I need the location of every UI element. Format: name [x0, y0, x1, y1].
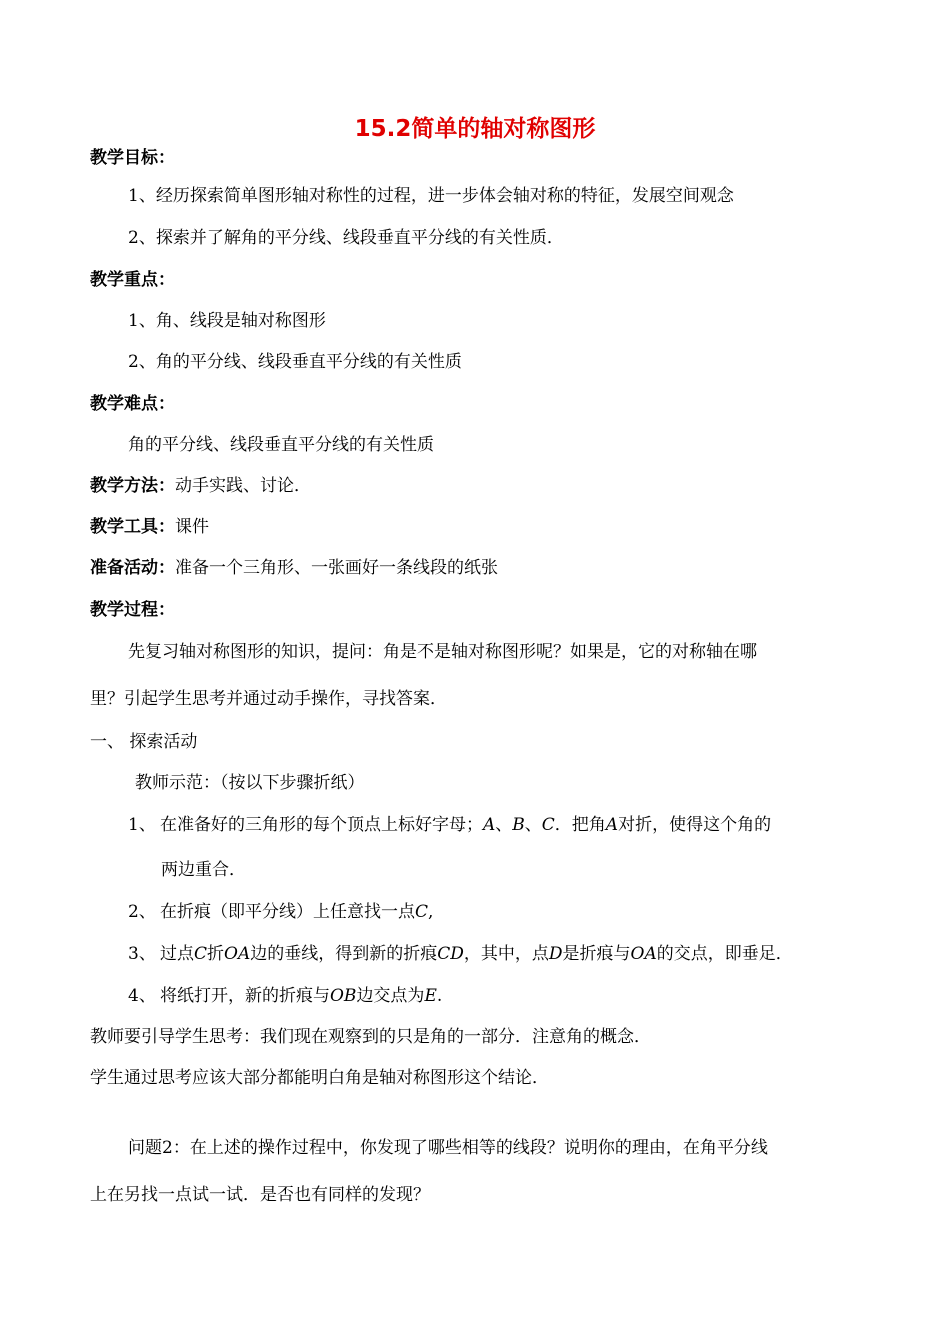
section-heading: 一、 探索活动	[90, 732, 198, 752]
step-text: ．把角	[554, 815, 606, 835]
step-text: 将纸打开，新的折痕与	[160, 986, 330, 1006]
step-text: 过点	[160, 944, 194, 964]
step-1-continuation: 两边重合．	[161, 860, 246, 880]
var-b: B	[512, 815, 525, 835]
step-text: ，其中，点	[463, 944, 549, 964]
step-text: 折	[207, 944, 225, 964]
step-number: 3、	[128, 944, 156, 964]
preparation-heading: 准备活动：	[90, 558, 175, 578]
teacher-guide: 教师要引导学生思考：我们现在观察到的只是角的一部分．注意角的概念．	[90, 1027, 651, 1047]
step-text: 边的垂线，得到新的折痕	[250, 944, 438, 964]
method-line	[90, 474, 311, 498]
var-cd: CD	[437, 944, 464, 964]
step-text: ,	[428, 902, 434, 922]
var-ob: OB	[330, 986, 357, 1006]
step-text: 在折痕（即平分线）上任意找一点	[160, 902, 415, 922]
tools-heading: 教学工具：	[90, 517, 175, 537]
step-number: 2、	[128, 902, 156, 922]
objective-item: 1、经历探索简单图形轴对称性的过程，进一步体会轴对称的特征，发展空间观念	[128, 186, 734, 206]
objectives-heading: 教学目标：	[90, 148, 175, 168]
demo-text: 教师示范：（按以下步骤折纸）	[135, 773, 365, 793]
var-oa: OA	[224, 944, 251, 964]
var-a: A	[605, 815, 619, 835]
step-4	[128, 984, 442, 1008]
method-text: 动手实践、讨论．	[175, 476, 311, 496]
step-number: 4、	[128, 986, 156, 1006]
tools-line	[90, 515, 209, 539]
separator: 、	[495, 815, 513, 835]
difficulties-text: 角的平分线、线段垂直平分线的有关性质	[128, 435, 434, 455]
key-point-item: 2、角的平分线、线段垂直平分线的有关性质	[128, 352, 462, 372]
question2-line2: 上在另找一点试一试．是否也有同样的发现？	[90, 1185, 430, 1205]
var-c: C	[541, 815, 555, 835]
var-a: A	[483, 815, 496, 835]
step-3	[128, 942, 793, 966]
student-result: 学生通过思考应该大部分都能明白角是轴对称图形这个结论．	[90, 1068, 549, 1088]
process-intro-line1: 先复习轴对称图形的知识，提问：角是不是轴对称图形呢？如果是，它的对称轴在哪	[128, 642, 757, 662]
process-heading: 教学过程：	[90, 600, 175, 620]
tools-text: 课件	[175, 517, 209, 537]
method-heading: 教学方法：	[90, 476, 175, 496]
step-text: 在准备好的三角形的每个顶点上标好字母；	[160, 815, 483, 835]
step-text: 对折，使得这个角的	[618, 815, 772, 835]
step-number: 1、	[128, 815, 156, 835]
objective-item: 2、探索并了解角的平分线、线段垂直平分线的有关性质．	[128, 228, 564, 248]
var-e: E	[424, 986, 437, 1006]
page-title: 15.2简单的轴对称图形	[354, 116, 596, 142]
preparation-line	[90, 556, 498, 580]
step-text: 边交点为	[356, 986, 425, 1006]
preparation-text: 准备一个三角形、一张画好一条线段的纸张	[175, 558, 498, 578]
step-1	[128, 813, 771, 837]
var-c: C	[194, 944, 208, 964]
var-d: D	[548, 944, 563, 964]
step-text: 是折痕与	[562, 944, 631, 964]
separator: 、	[524, 815, 542, 835]
key-point-item: 1、角、线段是轴对称图形	[128, 311, 326, 331]
process-intro-line2: 里？引起学生思考并通过动手操作，寻找答案．	[90, 689, 447, 709]
step-2	[128, 900, 433, 924]
step-text: .	[436, 986, 443, 1006]
var-c: C	[415, 902, 429, 922]
question2-line1: 问题2：在上述的操作过程中，你发现了哪些相等的线段？说明你的理由，在角平分线	[128, 1138, 768, 1158]
key-points-heading: 教学重点：	[90, 270, 175, 290]
difficulties-heading: 教学难点：	[90, 394, 175, 414]
var-oa: OA	[630, 944, 657, 964]
step-text: 的交点，即垂足．	[656, 944, 793, 964]
